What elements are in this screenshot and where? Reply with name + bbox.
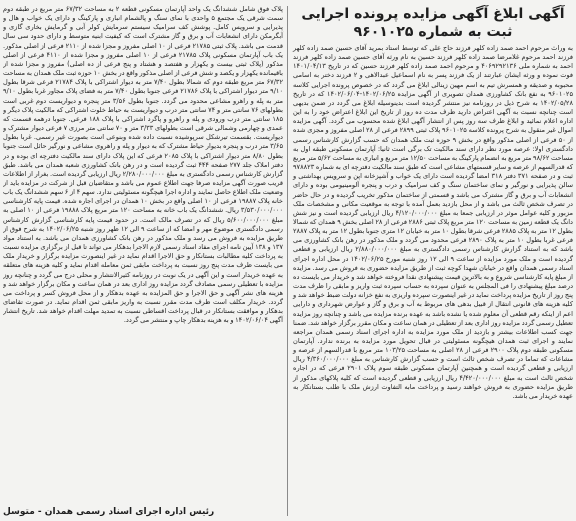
signature-line: رئیس اداره اجرای اسناد رسمی همدان - متوسل (3, 504, 286, 519)
left-column (3, 5, 286, 519)
right-column (290, 5, 573, 519)
left-column-paragraph: پلاک فوق شامل ششدانگ یک واحد آپارتمان مسکونی قطعه ۲ به مساحت ۶۷/۳۲ متر مربع در طبقه دوم سمت شرقی یک مجتمع ۵ واحدی با نمای سنگ و پالشمام انباری و پارکینگ و دارای یک خواب و هال و پذیرایی و سرویس کامل. پوشش کف سرامیک سیستم سرمایش کولر آبی و گرمایش بخاری گازی و آبگرمکن دارای انشعابات آب و برق و گاز مشترک است که کیفیت ابنیه متوسط و دارای حدود سی سال قدمت می باشد. پلاک ثبتی ۲۱۷۸۵ فرعی از ۱۰ اصلی مفروز و مجزا شده از ۲۱۱۰ فرعی از اصلی مذکور. یک باب آپارتمان مسکونی پلاک ۲۱۷۸۵ فرعی از ۱۰ اصلی مفروز و مجزا شده از ۴۱۱۰ فرعی از اصلی مذکور (پلاک ثبتی بیست و یکهزار و هفتصد و هشتاد و پنج فرعی از ده اصلی) مفروز و مجزا شده از باقیمانده یکهزار و یکصد و شش فرعی از اصلی مذکور واقع در بخش ۱۰ حوزه ثبت ملک همدان به مساحت ۶۷/۳۲ متر مربع طبقه دوم که شمالا بطول ۷/۴۰ متر به دیوار اشتراکی با پلاک ۲۱۷۸۴ فرعی شرقا بطول ۹/۱۰ متر دیوار اشتراکی با پلاک ۲۱۷۸۶ فرعی جنوبا بطول ۷/۴۰ متر به فضای پلاک مجاور غربا بطول ۹/۱۰ متر به پله و راهرو مشاعی محدود می گردد. جنوبا بطول ۳/۵۶ متر پنجره و دیواریست دوم غربی است بطولهای ۷۶ سانتی متر و ۷۴ سانتی متر درب و دیواریست به حیاط خلوت اشتراکی که مالکیت پلاک دیگر و ۱۸۵ سانتی متر درب ورودی و پله و راهرو و پاگرد اشتراکی با پلاک ۱۸۸ فرعی. جنوبا درهمه قسمت که عمدی و چهارمی وشمالی شرقی است بطولهای ۳/۳۳ متر و ۷۰ سانتی متر مرزی ۷ فرعی دیوار مشترک و دیواریست. بقسمت تیرشکل سرپوشیده نسبت داده شده وبنوعی است بصورت غیر رسمی. غربا بطول ۳/۶۵ متر درب و پنجره بدیوار حیاط مشترک که به دیوار و پله و راهروی مشاعی و نورگیر حائل است جنوبا بطول ۸/۸۰ متر دیوار اشتراکی با پلاک ۲۰۸۵ فرعی که این پلاک دارای سند مالکیت دفترچه ای بوده و در دفتر املاک جلد ۲۷۷ صفحه ۴۴۴ ثبت گردیده است و در رهن بانک کشاورزی شعبه همدان می باشد. طبق گزارش کارشناس رسمی دادگستری به مبلغ ۲/۲۸۰/۰۰۰/۰۰۰ ریال ارزیابی گردیده است. بغرار از اطلاعات قریب صورت آگهی مزایده صرفا جهت اطلاع عموم می باشد و متقاضیان قبل از شرکت در مزایده باید از وضعیت ملک اطلاع حاصل نمایند و اداره اجرا هیچگونه مسئولیتی ندارد. سهم ۴ از ۶ سهم ششدانگ یک باب خانه پلاک ۱۹۸۸۷ فرعی از ۱۰ اصلی واقع در بخش ۱۰ همدان در اجرای اجاره شده. قیمت پایه کارشناسی ۳/۵۳۰/۰۰۰/۰۰۰ ریال. ششدانگ یک باب خانه به مساحت ۱۲۰ متر مربع پلاک ۱۹۸۸۸ فرعی از ۱۰ اصلی به مبلغ ۵/۶۰۰/۰۰۰/۰۰۰ ریال که در تصرف مالک است. در حدود قیمت پایه کارشناسی گزارش کارشناس رسمی دادگستری موضوع مهر و امضا که از ساعت ۹ الی ۱۲ ظهر روز شنبه ۱۴۰۲/۰۶/۲۵ به شرح فوق از طریق مزایده به فروش می رسد و ملک مذکور در رهن بانک کشاورزی همدان می باشد. به استناد مواد ۱۳۷ و ۱۳۸ آیین نامه اجرای مفاد اسناد رسمی لازم الاجرا بدهکار می تواند تا قبل از برگزاری مزایده نسبت به پرداخت کلیه مطالبات بستانکار و حق الاجرا اقدام نماید در غیر اینصورت مزایده برگزار و خریدار ملک می بایست ظرف مدت پنج روز نسبت به پرداخت مابقی ثمن معامله اقدام نماید و کلیه هزینه های متعلقه به عهده خریدار است و این آگهی در یک نوبت در روزنامه کثیرالانتشار و محلی درج می گردد و چنانچه روز مزایده با تعطیلی رسمی مصادف گردد مزایده روز اداری بعد در همان ساعت و مکان برگزار خواهد شد و هزینه های نشر آگهی و حق الاجرا و حق المزایده به عهده بدهکار و از محل فروش کسر و پرداخت می گردد. خریدار مکلف است ظرف مدت مقرر نسبت به واریز مابقی ثمن اقدام نماید. در صورت تقاضای بدهکار و موافقت بستانکار در قبال پرداخت اقساطی نسبت به تمدید مهلت اقدام خواهد شد. تاریخ انتشار آگهی ۱۴۰۲/۰۶/۰۴ و به هزینه بدهکار چاپ و منتشر می گردد. (3, 5, 284, 325)
notice-title: آگهی ابلاغ آگهی مزایده پرونده اجرایی (301, 6, 565, 22)
column-divider (287, 6, 288, 516)
notice-case-number: ثبت به شماره ۹۶۰۱۰۲۵ (353, 24, 513, 40)
right-column-paragraph: به وراث مرحوم احمد صمد زاده کلهر فرزند حاج علی که توسط استاد بمرید آقای حسین صمد زاده کلهر فرزند احمد مرحوم غلامرضا صمد زاده کلهر فرزند حسین به نام ورثه آقای حسین صمد زاده کلهر فرزند احمد به شماره ملی ۴۰۶۹۲۹۲۱۳۶ و مرحوم احمد صمد زاده کلهر فرزند حسین که در تاریخ ۱۴۰۱/۰۴/۱۳ فوت نموده و ورثه ایشان عبارتند از یک فرزند پسر به نام اسماعیل عبدالاهی و ۲ فرزند دختر به اسامی محبوبه و صدیقه و همسرش تیم به اسم مهین زینالی ابلاغ می گردد که در خصوص پرونده اجرایی کلاسه ۹۶۰۱۰۲۵ به نفع بانک کشاورزی همدان تصویری از آگهی مزایده ۱۴۰۲/۰۶/۲۵-۱۴۰۲/۰۶/۰۴ که در تاریخ ۱۴۰۲/۰۵/۲۸ به شرح ذیل در روزنامه نیز منتشر گردیده است بدینوسیله ابلاغ می گردد در ضمن بدیهی است چنانچه نسبت به آگهی اعتراض دارید ظرف مدت ده روز از تاریخ این ابلاغ اعتراض خود را به این اداره اعلام نمائید و ابلاغ ظرف سه روز پس از انتشار آگهی ابلاغ شده محسوب می گردد. آگهی مزایده اموال غیر منقول به شرح پرونده کلاسه ۹۶۰۱۰۲۵ پلاک ثبتی ۲۸۹۹ فرعی از ۲۸ اصلی مفروز و مجزی شده از ۵۰ فرعی از اصلی مذکور واقع در بخش ۹ حوزه ثبت ملک همدان که حسب گزارش کارشناس رسمی دادگستری اولا: عرصه مورد نظر دارای سند مالکیت تک برگی است ثانیا: آپارتمان مسکونی طبقه اول به مساحت ۹۸/۶۲ متر مربع به انضمام پارکینگ به مساحت ۱۲/۵۰ متر مربع و انباری به مساحت ۵/۶۲ متر مربع که قدرالسهم از عرصه و سایر قسمتهای مشاعی است که طبق سند مالکیت دفترچه ای به شماره ۹۷۸۸۲۳ ثبت و در صفحه ۳۷۱ دفتر ۳۱۸ امضا گردیده است دارای یک خواب و آشپزخانه اپن و سرویس بهداشتی و سالن پذیرایی و نورگیر و نمای ساختمان سنگ و کف سرامیک و درب و پنجره آلومینیومی بوده و دارای انشعابات آب و برق و گاز مشترک می باشد و قسمتی از ساختمان مذکور تخریب گردیده و در حال حاضر در تصرف شخص ثالث می باشد و از محل بازدید بعمل آمده با توجه به موقعیت مکانی و مشخصات ملک مزبور و کلیه عوامل موثر در ارزیابی جمعا به مبلغ ۴/۱۲۰/۰۰۰/۰۰۰ ریال ارزیابی گردیده است و نیز شش دانگ یک قطعه زمین به مساحت ۱۲۰ متر مربع پلاک ثبتی ۲۸۸۶ فرعی از ۲۸ اصلی بخش ۹ همدان که شمالا بطول ۱۲ متر به پلاک ۲۸۸۵ فرعی شرقا بطول ۱۰ متر به خیابان ۱۲ متری جنوبا بطول ۱۲ متر به پلاک ۲۸۸۷ فرعی غربا بطول ۱۰ متر به پلاک ۲۸۹۰ فرعی محدود می گردد و ملک مذکور در رهن بانک کشاورزی می باشد که به استناد گزارش کارشناس رسمی دادگستری به مبلغ ۲/۸۸۰/۰۰۰/۰۰۰ ریال ارزیابی و قطعی گردیده است و ملک مورد مزایده از ساعت ۹ الی ۱۲ روز شنبه مورخ ۱۴۰۲/۰۶/۲۵ در محل اداره اجرای اسناد رسمی همدان واقع در خیابان شهدا کوچه ثبت از طریق مزایده حضوری به فروش می رسد. مزایده از مبلغ پایه کارشناسی شروع و به بالاترین قیمت پیشنهادی نقدا فروخته خواهد شد و خریدار می بایست ده درصد مبلغ پیشنهادی را فی المجلس به عنوان سپرده به حساب سپرده ثبت واریز و مابقی را ظرف مدت پنج روز از تاریخ مزایده پرداخت نماید در غیر اینصورت سپرده واریزی به نفع خزانه دولت ضبط خواهد شد و کلیه هزینه های قانونی انتقال از قبیل بدهی های مربوط به آب و برق و گاز و عوارض شهرداری و دارایی اعم از اینکه رقم قطعی آن معلوم شده یا نشده باشد به عهده برنده مزایده می باشد و چنانچه روز مزایده تعطیل رسمی گردد مزایده روز اداری بعد از تعطیلی در همان ساعت و مکان مقرر برگزار خواهد شد. ضمنا جهت کسب اطلاعات بیشتر و بازدید از ملک مورد مزایده به اداره اجرای اسناد رسمی همدان مراجعه نمایند و اجرای ثبت همدان هیچگونه مسئولیتی در قبال تحویل مورد مزایده به برنده ندارد. آپارتمان مسکونی طبقه دوم پلاک ۲۹۰۰ فرعی از ۲۸ اصلی به مساحت ۱۰۳/۲۵ متر مربع با قدرالسهم از عرصه و مشاعات که تماما در تصرف شخص ثالث است و حسب گزارش کارشناس به مبلغ ۴/۳۶۰/۰۰۰/۰۰۰ ریال ارزیابی و قطعی گردیده است و همچنین آپارتمان مسکونی طبقه سوم پلاک ۲۹۰۱ فرعی که در اجاره شخص ثالث است به مبلغ ۴/۴۲۰/۰۰۰/۰۰۰ ریال ارزیابی و قطعی گردیده است که کلیه پلاکهای مذکور از طریق مزایده حضوری به فروش خواهند رسید و پرداخت مابه التفاوت ارزش ملک با طلب بستانکار به عهده خریدار می باشد. (293, 44, 573, 400)
